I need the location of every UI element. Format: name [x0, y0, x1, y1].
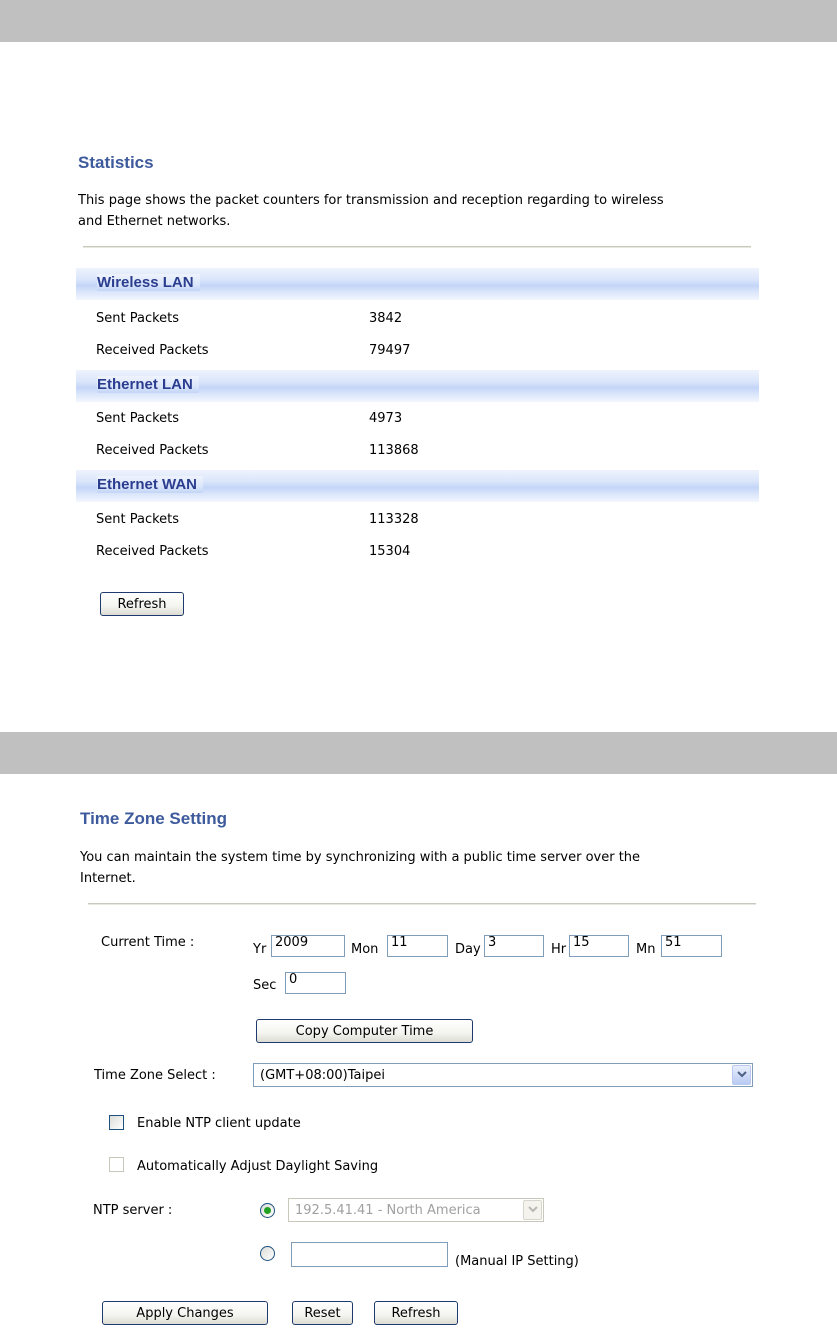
wlan-sent-value: 3842 — [369, 311, 403, 326]
hr-label: Hr — [551, 942, 567, 957]
enable-ntp-checkbox[interactable] — [109, 1115, 124, 1130]
mon-label: Mon — [351, 942, 379, 957]
section-title: Wireless LAN — [97, 274, 200, 291]
statistics-description-line1: This page shows the packet counters for transmission and reception regarding to wireless — [78, 193, 664, 208]
day-input[interactable]: 3 — [484, 935, 544, 957]
radio-selected-dot — [264, 1207, 271, 1214]
manual-ip-label: (Manual IP Setting) — [455, 1254, 579, 1269]
current-time-label: Current Time : — [101, 935, 195, 950]
timezone-title: Time Zone Setting — [80, 809, 228, 828]
statistics-divider — [83, 246, 751, 248]
daylight-saving-label: Automatically Adjust Daylight Saving — [137, 1159, 379, 1174]
statistics-description-line2: and Ethernet networks. — [78, 214, 231, 229]
minute-input[interactable]: 51 — [661, 935, 722, 957]
wan-received-value: 15304 — [369, 544, 411, 559]
timezone-description-line2: Internet. — [80, 871, 136, 886]
section-header-ethernet-lan — [76, 370, 759, 402]
section-header-wireless-lan — [76, 268, 759, 300]
year-input[interactable]: 2009 — [271, 935, 345, 957]
ntp-server-list-radio[interactable] — [260, 1203, 275, 1218]
daylight-saving-checkbox[interactable] — [109, 1157, 124, 1172]
wlan-received-value: 79497 — [369, 343, 411, 358]
mn-label: Mn — [636, 942, 656, 957]
ntp-manual-ip-radio[interactable] — [260, 1246, 275, 1261]
statistics-refresh-button[interactable]: Refresh — [100, 592, 184, 616]
timezone-description-line1: You can maintain the system time by synchronizing with a public time server over the — [80, 850, 641, 865]
chevron-down-icon[interactable] — [732, 1065, 751, 1085]
section-header-ethernet-wan — [76, 470, 759, 502]
wlan-received-label: Received Packets — [96, 343, 209, 358]
lan-sent-value: 4973 — [369, 411, 403, 426]
reset-button[interactable]: Reset — [292, 1301, 353, 1325]
wan-sent-value: 113328 — [369, 512, 419, 527]
section-title: Ethernet LAN — [97, 376, 199, 393]
time-zone-selected-value: (GMT+08:00)Taipei — [260, 1068, 385, 1083]
middle-divider-bar — [0, 732, 837, 774]
section-title: Ethernet WAN — [97, 476, 203, 493]
apply-changes-button[interactable]: Apply Changes — [102, 1301, 268, 1325]
ntp-server-label: NTP server : — [93, 1203, 173, 1218]
second-input[interactable]: 0 — [285, 972, 346, 994]
manual-ip-input[interactable] — [291, 1242, 448, 1267]
time-zone-select[interactable] — [253, 1063, 753, 1087]
hour-input[interactable]: 15 — [569, 935, 629, 957]
lan-sent-label: Sent Packets — [96, 411, 180, 426]
yr-label: Yr — [253, 942, 267, 957]
statistics-title: Statistics — [78, 153, 154, 172]
day-label: Day — [455, 942, 481, 957]
wlan-sent-label: Sent Packets — [96, 311, 180, 326]
ntp-server-select[interactable] — [288, 1198, 544, 1222]
chevron-down-icon[interactable] — [523, 1200, 542, 1220]
copy-computer-time-button[interactable]: Copy Computer Time — [256, 1019, 473, 1043]
lan-received-label: Received Packets — [96, 443, 209, 458]
wan-sent-label: Sent Packets — [96, 512, 180, 527]
time-zone-select-label: Time Zone Select : — [94, 1068, 216, 1083]
timezone-divider — [88, 903, 756, 905]
timezone-refresh-button[interactable]: Refresh — [374, 1301, 458, 1325]
lan-received-value: 113868 — [369, 443, 419, 458]
sec-label: Sec — [253, 978, 277, 993]
enable-ntp-label: Enable NTP client update — [137, 1116, 301, 1131]
ntp-server-selected-value: 192.5.41.41 - North America — [295, 1203, 481, 1218]
top-divider-bar — [0, 0, 837, 42]
month-input[interactable]: 11 — [387, 935, 448, 957]
wan-received-label: Received Packets — [96, 544, 209, 559]
